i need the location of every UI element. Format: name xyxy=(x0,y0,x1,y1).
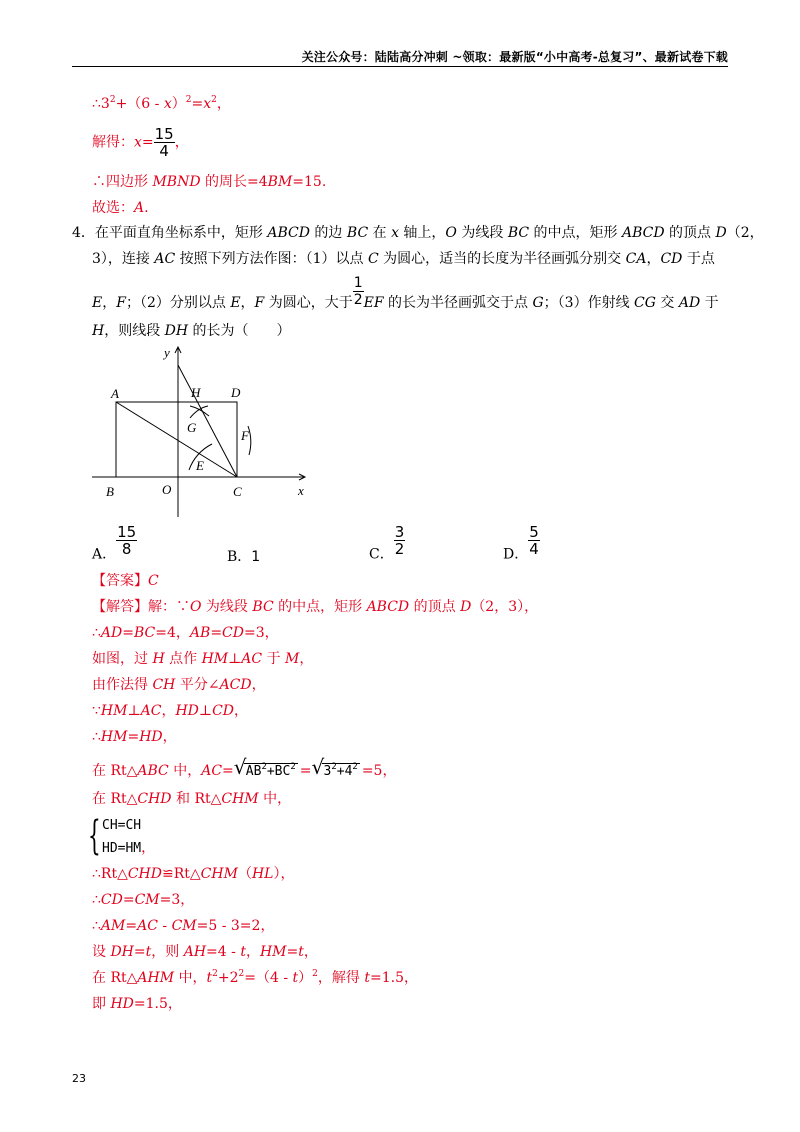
option-d: D． $\frac{5}{4}$ xyxy=(503,523,539,563)
system-brace: { xyxy=(88,813,101,859)
label-b: B xyxy=(106,484,114,499)
page-number: 23 xyxy=(72,1072,86,1085)
prev-solve-line: 解得：x= $\frac{15}{4}$ ， xyxy=(92,125,189,160)
answer-line: 【答案】C xyxy=(92,573,159,589)
label-c: C xyxy=(233,484,242,499)
option-d-fraction: $\frac{5}{4}$ xyxy=(529,523,539,558)
label-d: D xyxy=(231,385,241,400)
option-c-fraction: $\frac{3}{2}$ xyxy=(394,523,405,558)
label-f: F xyxy=(241,428,249,443)
label-o: O xyxy=(162,482,172,497)
analysis-line-12: 设 DH=t，则 AH=4 - t，HM=t， xyxy=(92,944,318,960)
analysis-line-13: 在 Rt△AHM 中，$t^2+2^2=(4 - t)^2$，解得 t=1.5， xyxy=(92,969,418,986)
fraction-1-2: $\frac{1}{2}$ xyxy=(353,275,363,308)
geometry-figure xyxy=(85,340,325,525)
sqrt-ab-bc: √ $AB^2+BC^2$ xyxy=(233,755,296,779)
analysis-line-7: 在 Rt△ABC 中，AC= √ $AB^2+BC^2$ = √ $3^2+4^2 =5$， xyxy=(92,755,397,779)
prev-choice: 故选：A. xyxy=(92,200,149,216)
prev-equation: $\therefore 3^2+(6 - x)^2=x^2$， xyxy=(92,95,231,112)
question-line-3: E，F；（2）分别以点 E，F 为圆心，大于 $\frac{1}{2}$ EF 的长为半径画弧交于点 G；（3）作射线 CG 交 AD 于 xyxy=(92,275,719,311)
analysis-line-8: 在 Rt△CHD 和 Rt△CHM 中， xyxy=(92,791,292,807)
prev-perimeter: ∴四边形 MBND 的周长=4BM=15. xyxy=(92,174,327,190)
label-y: y xyxy=(164,345,170,360)
analysis-line-3: 如图，过 H 点作 HM⊥AC 于 M， xyxy=(92,651,314,667)
analysis-line-5: ∵HM⊥AC，HD⊥CD， xyxy=(92,703,249,719)
analysis-line-14: 即 HD=1.5， xyxy=(92,996,182,1012)
sqrt-3-4: √ $3^2+4^2$ xyxy=(311,755,358,779)
question-line-2: 3），连接 AC 按照下列方法作图：（1）以点 C 为圆心，适当的长度为半径画弧分别交 CA，CD 于点 xyxy=(92,251,715,267)
fraction-15-4: $\frac{15}{4}$ xyxy=(154,125,174,160)
header-text: 关注公众号：陆陆高分冲刺 ~领取：最新版“小中高考-总复习”、最新试卷下载 xyxy=(301,50,728,64)
analysis-line-11: ∴AM=AC - CM=5 - 3=2， xyxy=(92,918,275,934)
question-line-4: H，则线段 DH 的长为（ ） xyxy=(92,323,291,339)
label-h: H xyxy=(191,385,201,400)
question-line-1: 4．在平面直角坐标系中，矩形 ABCD 的边 BC 在 x 轴上，O 为线段 BC 的中点，矩形 ABCD 的顶点 D（2， xyxy=(72,225,764,241)
analysis-line-10: ∴CD=CM=3， xyxy=(92,892,195,908)
segment-ac xyxy=(116,402,237,477)
option-b: B．1 xyxy=(227,549,261,565)
header-rule xyxy=(72,66,728,67)
analysis-line-2: ∴AD=BC=4，AB=CD=3， xyxy=(92,625,279,641)
analysis-line-9: ∴Rt△CHD≌Rt△CHM（HL）， xyxy=(92,866,295,882)
label-x: x xyxy=(298,483,304,498)
page-header xyxy=(0,0,800,66)
label-e: E xyxy=(196,458,204,473)
option-a-fraction: $\frac{15}{8}$ xyxy=(117,523,137,558)
analysis-line-1: 【解答】解：∵O 为线段 BC 的中点，矩形 ABCD 的顶点 D（2，3）， xyxy=(92,599,539,615)
label-a: A xyxy=(111,386,119,401)
analysis-line-4: 由作法得 CH 平分∠ACD， xyxy=(92,677,266,693)
option-c: C． $\frac{3}{2}$ xyxy=(369,523,405,563)
system-line-2: HD=HM， xyxy=(102,840,156,856)
analysis-line-6: ∴HM=HD， xyxy=(92,729,177,745)
system-line-1: CH=CH xyxy=(102,818,142,833)
option-a: A． $\frac{15}{8}$ xyxy=(92,523,137,563)
label-g: G xyxy=(187,420,197,435)
